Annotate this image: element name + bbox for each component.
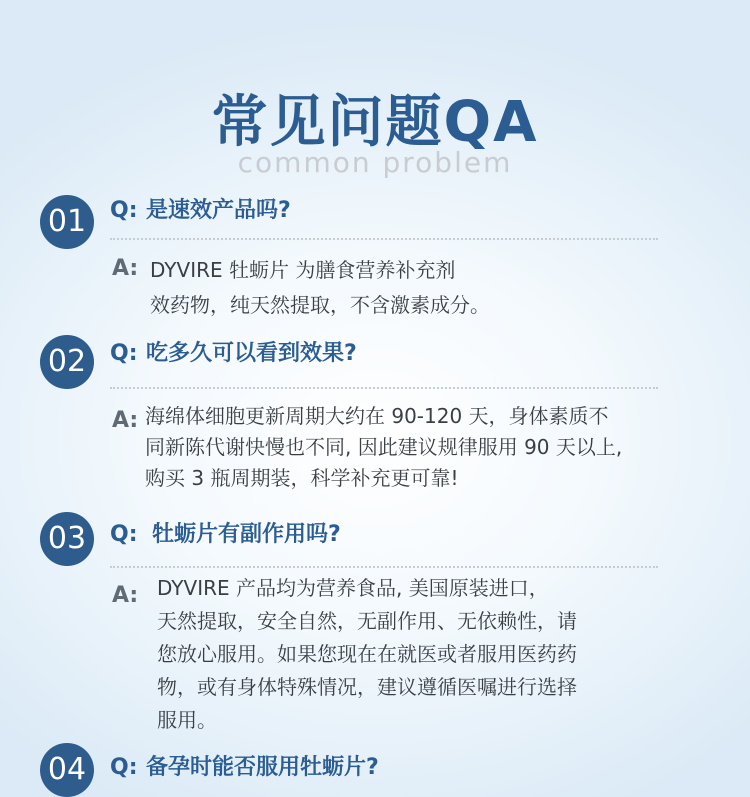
divider [110,566,658,568]
answer-label: A: [112,583,139,608]
question-body: 是速效产品吗? [146,198,291,223]
page-subtitle: common problem [237,146,513,179]
answer-line: DYVIRE 产品均为营养食品, 美国原装进口， [157,576,549,600]
answer-line: 服用。 [157,708,217,732]
answer-line: 天然提取，安全自然，无副作用、无依赖性，请 [157,609,577,633]
question-label: Q: [110,522,138,547]
answer-label: A: [112,408,139,433]
divider [110,387,658,389]
question-body: 牡蛎片有副作用吗? [152,522,341,547]
question-body: 备孕时能否服用牡蛎片? [146,755,379,780]
question-number-badge: 03 [40,512,94,566]
divider [110,238,658,240]
answer-line: 海绵体细胞更新周期大约在 90-120 天，身体素质不 [145,404,609,428]
question-text [110,520,341,550]
question-label: Q: [110,198,138,223]
question-number-badge: 01 [40,195,94,249]
answer-label: A: [112,256,139,281]
question-label: Q: [110,755,138,780]
answer-line: DYVIRE 牡蛎片 为膳食营养补充剂 [150,258,456,282]
question-number-badge: 04 [40,743,94,797]
answer-line: 购买 3 瓶周期装，科学补充更可靠! [145,466,459,490]
question-text [110,753,379,783]
answer-line: 效药物，纯天然提取，不含激素成分。 [150,293,490,317]
answer-line: 同新陈代谢快慢也不同, 因此建议规律服用 90 天以上, [145,435,623,459]
page-title: 常见问题QA [211,90,539,155]
answer-line: 您放心服用。如果您现在在就医或者服用医药药 [157,642,577,666]
question-number-badge: 02 [40,335,94,389]
question-text [110,339,357,369]
question-label: Q: [110,341,138,366]
question-body: 吃多久可以看到效果? [146,341,357,366]
question-text [110,196,291,226]
answer-line: 物，或有身体特殊情况，建议遵循医嘱进行选择 [157,675,577,699]
